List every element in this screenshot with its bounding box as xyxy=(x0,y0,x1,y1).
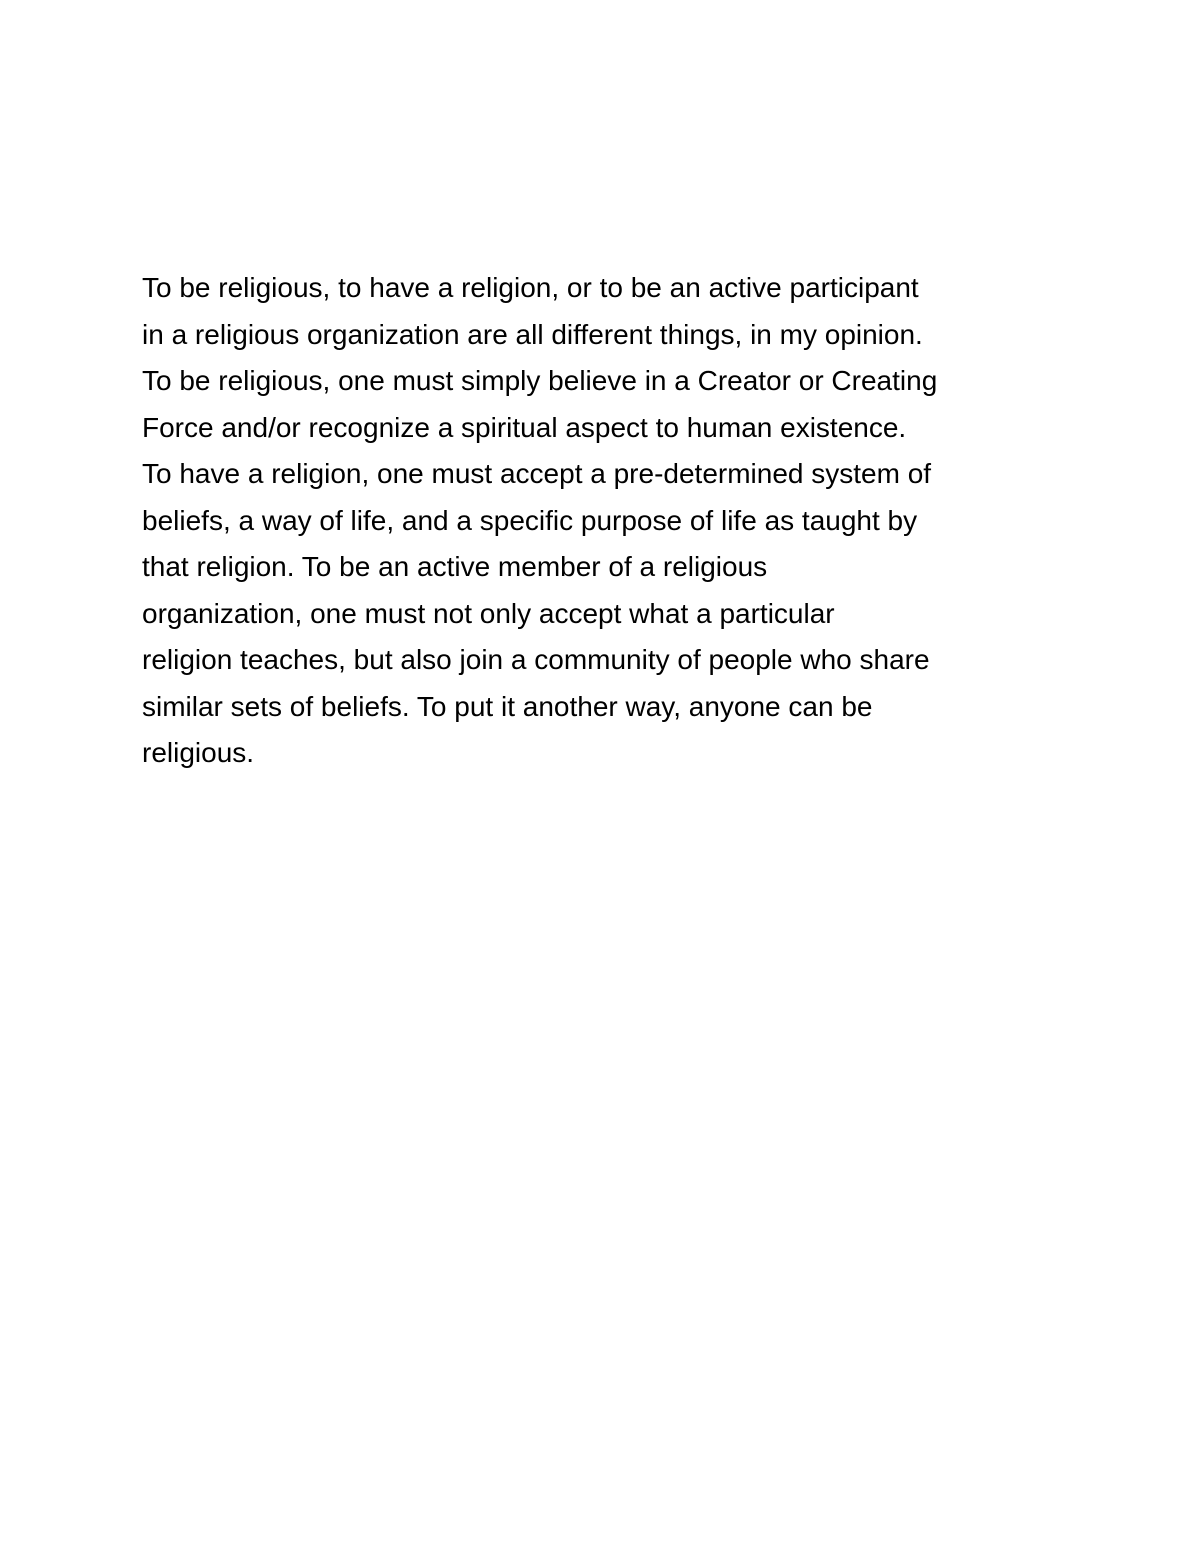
paragraph-line: organization, one must not only accept what a particular xyxy=(142,597,835,629)
paragraph-line: To be religious, one must simply believe in a Creator or Creating xyxy=(142,365,938,396)
paragraph-line: Force and/or recognize a spiritual aspect to human existence. xyxy=(142,411,907,443)
paragraph-line: beliefs, a way of life, and a specific purpose of life as taught by xyxy=(142,504,918,536)
paragraph-line: religion teaches, but also join a community of people who share xyxy=(142,644,930,675)
paragraph-line: To be religious, to have a religion, or to be an active participant xyxy=(142,272,919,303)
body-paragraph xyxy=(142,265,1082,777)
paragraph-line: To have a religion, one must accept a pre-determined system of xyxy=(142,458,932,489)
paragraph-line: religious. xyxy=(142,737,255,768)
paragraph-line: similar sets of beliefs. To put it another way, anyone can be xyxy=(142,690,873,722)
paragraph-line: that religion. To be an active member of a religious xyxy=(142,551,768,582)
paragraph-line: in a religious organization are all different things, in my opinion. xyxy=(142,318,923,350)
